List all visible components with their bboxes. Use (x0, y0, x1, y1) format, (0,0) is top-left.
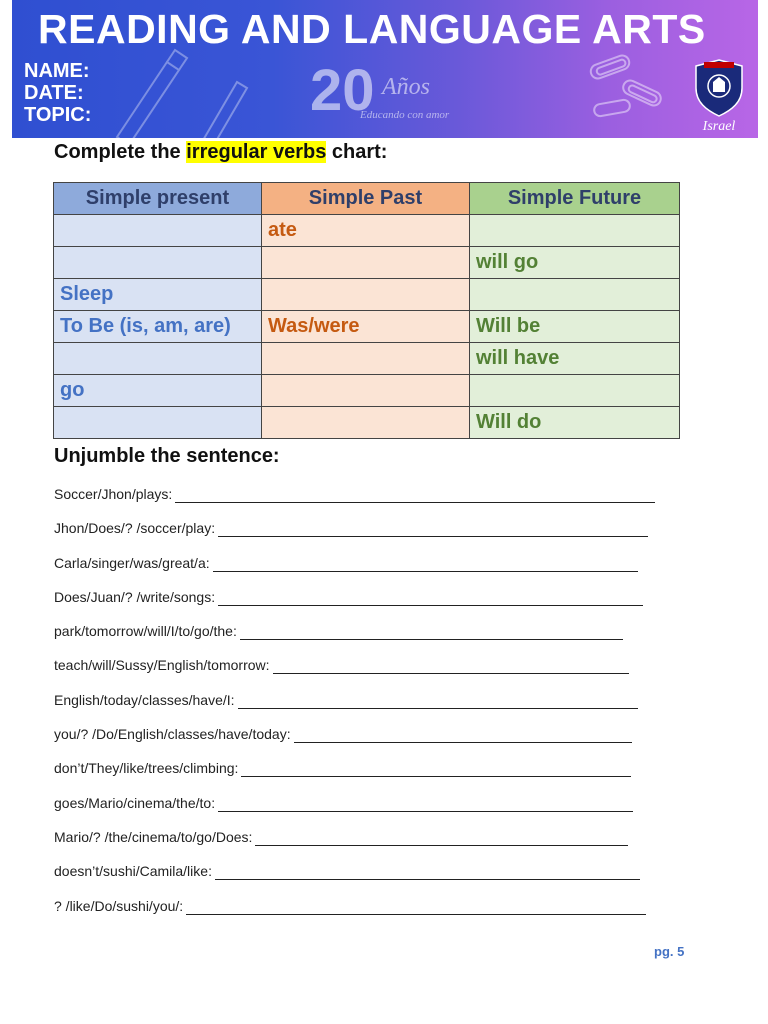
anniversary-logo (308, 54, 468, 134)
answer-line[interactable] (241, 760, 631, 777)
irregular-verbs-table (53, 182, 680, 439)
table-row (54, 311, 680, 343)
table-row (54, 407, 680, 439)
present-cell[interactable]: To Be (is, am, are) (54, 311, 262, 343)
answer-line[interactable] (175, 486, 655, 503)
answer-line[interactable] (218, 520, 648, 537)
name-label: NAME: (24, 60, 90, 82)
jumbled-sentence: English/today/classes/have/I: (54, 691, 235, 708)
jumbled-sentence: Soccer/Jhon/plays: (54, 486, 173, 502)
list-item (54, 829, 694, 863)
jumbled-sentence: ? /like/Do/sushi/you/: (54, 897, 184, 914)
answer-line[interactable] (186, 898, 646, 915)
future-cell[interactable]: Will do (470, 407, 680, 439)
present-cell[interactable]: go (54, 375, 262, 407)
list-item (54, 486, 694, 520)
answer-line[interactable] (238, 692, 638, 709)
jumbled-sentence: Does/Juan/? /write/songs: (54, 588, 216, 605)
answer-line[interactable] (215, 863, 640, 880)
present-cell[interactable]: Sleep (54, 279, 262, 311)
jumbled-sentence: goes/Mario/cinema/the/to: (54, 794, 216, 811)
past-cell[interactable] (262, 279, 470, 311)
table-row (54, 215, 680, 247)
answer-line[interactable] (240, 623, 623, 640)
seal-name: Israel (702, 119, 736, 134)
chart-instruction-suffix: chart: (326, 141, 388, 163)
anniversary-tagline: Educando con amor (360, 109, 450, 121)
present-cell[interactable] (54, 343, 262, 375)
past-cell[interactable] (262, 247, 470, 279)
list-item (54, 623, 694, 657)
jumbled-sentence: Mario/? /the/cinema/to/go/Does: (54, 828, 253, 845)
list-item (54, 898, 694, 932)
jumbled-sentence: doesn’t/sushi/Camila/like: (54, 863, 212, 880)
school-seal-icon (692, 58, 746, 134)
jumbled-sentence: park/tomorrow/will/I/to/go/the: (54, 623, 237, 640)
list-item (54, 692, 694, 726)
past-cell[interactable] (262, 407, 470, 439)
list-item (54, 589, 694, 623)
future-cell[interactable] (470, 375, 680, 407)
page-number: pg. 5 (654, 944, 685, 959)
answer-line[interactable] (213, 555, 638, 572)
anniversary-number: 20 (310, 58, 375, 123)
pencil-icon (107, 42, 257, 138)
table-row (54, 279, 680, 311)
answer-line[interactable] (294, 726, 632, 743)
jumbled-sentence: you/? /Do/English/classes/have/today: (54, 726, 291, 743)
page-title: READING AND LANGUAGE ARTS (38, 6, 706, 52)
list-item (54, 520, 694, 554)
table-row (54, 343, 680, 375)
chart-instruction-prefix: Complete the (54, 141, 187, 163)
table-row (54, 247, 680, 279)
date-label: DATE: (24, 82, 84, 104)
list-item (54, 555, 694, 589)
jumbled-sentence: don’t/They/like/trees/climbing: (54, 760, 239, 777)
highlighted-term: irregular verbs (186, 141, 327, 163)
jumbled-sentence: teach/will/Sussy/English/tomorrow: (54, 657, 270, 674)
answer-line[interactable] (218, 795, 633, 812)
future-cell[interactable]: Will be (470, 311, 680, 343)
unjumble-list (54, 486, 694, 932)
past-cell[interactable]: Was/were (262, 311, 470, 343)
present-cell[interactable] (54, 407, 262, 439)
list-item (54, 726, 694, 760)
present-cell[interactable] (54, 215, 262, 247)
table-row (54, 375, 680, 407)
chart-instruction (54, 141, 387, 164)
paperclip-icon (582, 50, 682, 130)
answer-line[interactable] (255, 829, 628, 846)
header-simple-present: Simple present (54, 183, 262, 215)
list-item (54, 760, 694, 794)
table-header-row (54, 183, 680, 215)
header-simple-future: Simple Future (470, 183, 680, 215)
present-cell[interactable] (54, 247, 262, 279)
future-cell[interactable]: will have (470, 343, 680, 375)
past-cell[interactable] (262, 375, 470, 407)
past-cell[interactable] (262, 343, 470, 375)
topic-label: TOPIC: (24, 104, 92, 126)
answer-line[interactable] (218, 589, 643, 606)
jumbled-sentence: Jhon/Does/? /soccer/play: (54, 520, 216, 537)
future-cell[interactable] (470, 279, 680, 311)
future-cell[interactable] (470, 215, 680, 247)
jumbled-sentence: Carla/singer/was/great/a: (54, 554, 210, 571)
list-item (54, 863, 694, 897)
student-info-labels (24, 60, 91, 126)
unjumble-instruction: Unjumble the sentence: (54, 445, 280, 467)
answer-line[interactable] (273, 657, 629, 674)
anniversary-word: Años (382, 74, 430, 100)
header-simple-past: Simple Past (262, 183, 470, 215)
list-item (54, 795, 694, 829)
header-banner (12, 0, 758, 138)
past-cell[interactable]: ate (262, 215, 470, 247)
future-cell[interactable]: will go (470, 247, 680, 279)
list-item (54, 657, 694, 691)
